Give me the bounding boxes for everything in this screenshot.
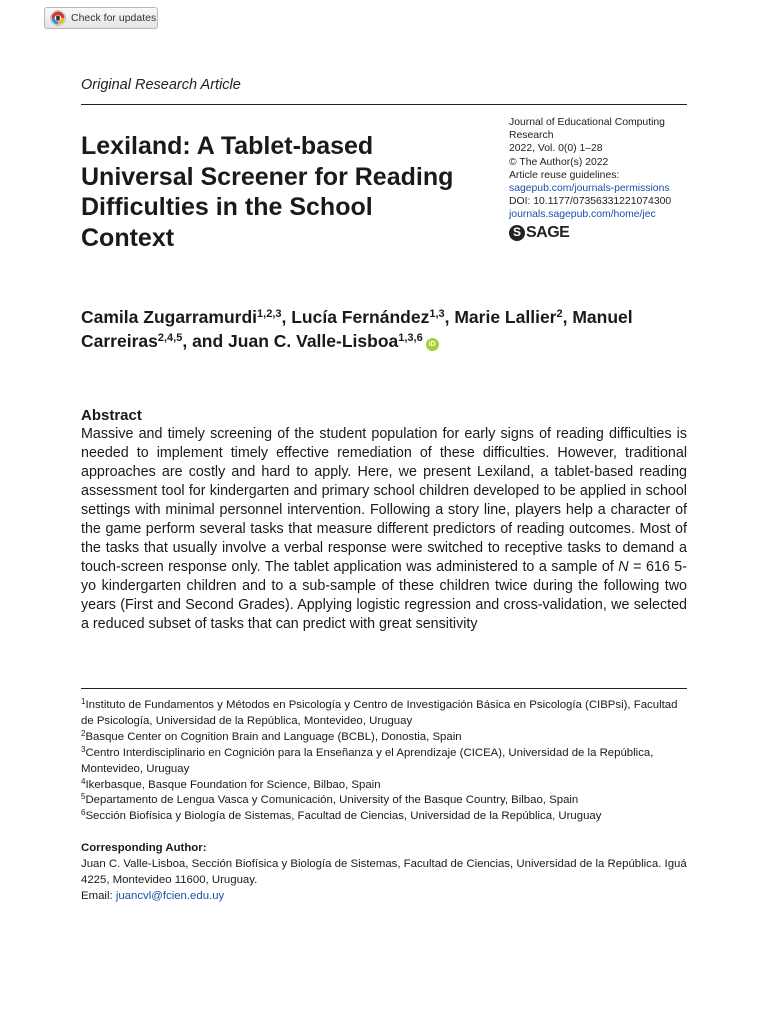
affiliation-number: 6 [81,808,86,818]
journal-homepage-link[interactable]: journals.sagepub.com/home/jec [509,209,656,221]
affiliation-text: Basque Center on Cognition Brain and Language (BCBL), Donostia, Spain [85,730,462,743]
affiliation-item [81,778,691,794]
author-name: Marie Lallier [454,307,557,327]
corresponding-heading: Corresponding Author: [81,842,207,854]
sage-logo [509,224,689,242]
journal-info [509,116,689,242]
corresponding-text: Juan C. Valle-Lisboa, Sección Biofísica y Biología de Sistemas, Facultad de Ciencias, Universidad de la República. Iguá 4225, Montevideo 11600, Uruguay. [81,858,687,886]
sage-s-icon: S [509,225,525,241]
abstract-text-part2: = 616 5-yo kindergarten children and to a sub-sample of these children twice during the following two years (First and Second Grades). Applying logistic regression and cross-validation, we selected a reduced subset of tasks that can predict with great sensitivity [81,559,687,632]
crossmark-icon [50,10,66,26]
author-affiliation-numbers: 1,2,3 [257,308,282,320]
abstract-heading: Abstract [81,407,142,424]
abstract-text-part1: Massive and timely screening of the student population for early signs of reading difficulties is needed to implement timely effective remediation of these difficulties. However, traditional approaches are costly and hard to apply. Here, we present Lexiland, a tablet-based reading assessment tool for kindergarten and primary school children developed to be applied in school settings with minimal personnel intervention. Following a story line, players help a character of the game perform several tasks that measure different predictors of reading outcomes. Most of the tasks that usually involve a verbal response were switched to receptive tasks to demand a touch-screen response only. The tablet application was administered to a sample of [81,426,687,575]
author-separator: , [444,307,455,327]
doi: DOI: 10.1177/07356331221074300 [509,196,672,208]
corresponding-author [81,840,691,904]
check-for-updates-button[interactable] [44,7,158,29]
affiliation-text: Centro Interdisciplinario en Cognición para la Enseñanza y el Aprendizaje (CICEA), Universidad de la República, Montevideo, Uruguay [81,746,654,775]
affiliation-number: 4 [81,776,86,786]
affiliation-text: Departamento de Lengua Vasca y Comunicación, University of the Basque Country, Bilbao, Spain [85,794,579,807]
affiliation-item [81,793,691,809]
author-name: Juan C. Valle-Lisboa [228,331,399,351]
affiliation-item [81,730,691,746]
journal-copyright: © The Author(s) 2022 [509,156,609,168]
affiliation-number: 1 [81,697,86,706]
affiliation-number: 5 [81,792,86,802]
affiliation-text: Sección Biofísica y Biología de Sistemas, Facultad de Ciencias, Universidad de la República, Uruguay [85,810,602,823]
article-title: Lexiland: A Tablet-based Universal Screener for Reading Difficulties in the School Context [81,132,454,252]
corresponding-email-line [81,888,691,904]
affiliation-text: Instituto de Fundamentos y Métodos en Psicología y Centro de Investigación Básica en Psicología (CIBPsi), Facultad de Psicología, Universidad de la República, Montevideo, Uruguay [81,699,678,727]
author-name: Manuel Carreiras [81,307,633,351]
author-affiliation-numbers: 2 [556,308,563,320]
check-for-updates-label: Check for updates [71,12,157,24]
author-affiliation-numbers: 2,4,5 [157,332,183,344]
author-separator: , and [182,331,229,351]
article-type: Original Research Article [81,77,241,93]
journal-volume: 2022, Vol. 0(0) 1–28 [509,143,603,155]
author-affiliation-numbers: 1,3 [429,308,445,320]
author-list [81,305,687,353]
affiliation-item [81,809,691,825]
reuse-guidelines-link[interactable]: sagepub.com/journals-permissions [509,183,670,195]
author-name: Lucía Fernández [291,307,430,327]
affiliation-number: 2 [81,728,86,738]
author-separator: , [562,307,573,327]
author-separator: , [281,307,292,327]
author-name: Camila Zugarramurdi [81,307,258,327]
author-affiliation-numbers: 1,3,6 [398,332,423,344]
abstract-text [81,425,687,634]
footnote-divider [81,688,687,689]
abstract-n-symbol: N [618,559,629,575]
affiliation-item [81,698,691,730]
journal-name: Journal of Educational Computing Research [509,117,665,142]
email-link[interactable]: juancvl@fcien.edu.uy [115,890,225,902]
email-label: Email: [81,890,116,902]
header-divider [81,104,687,105]
reuse-label: Article reuse guidelines: [509,169,620,181]
publisher-name: SAGE [526,224,570,242]
affiliation-text: Ikerbasque, Basque Foundation for Science, Bilbao, Spain [85,778,381,791]
affiliation-item [81,746,691,778]
orcid-icon[interactable]: iD [426,338,439,351]
affiliation-list [81,698,691,825]
affiliation-number: 3 [81,744,86,754]
